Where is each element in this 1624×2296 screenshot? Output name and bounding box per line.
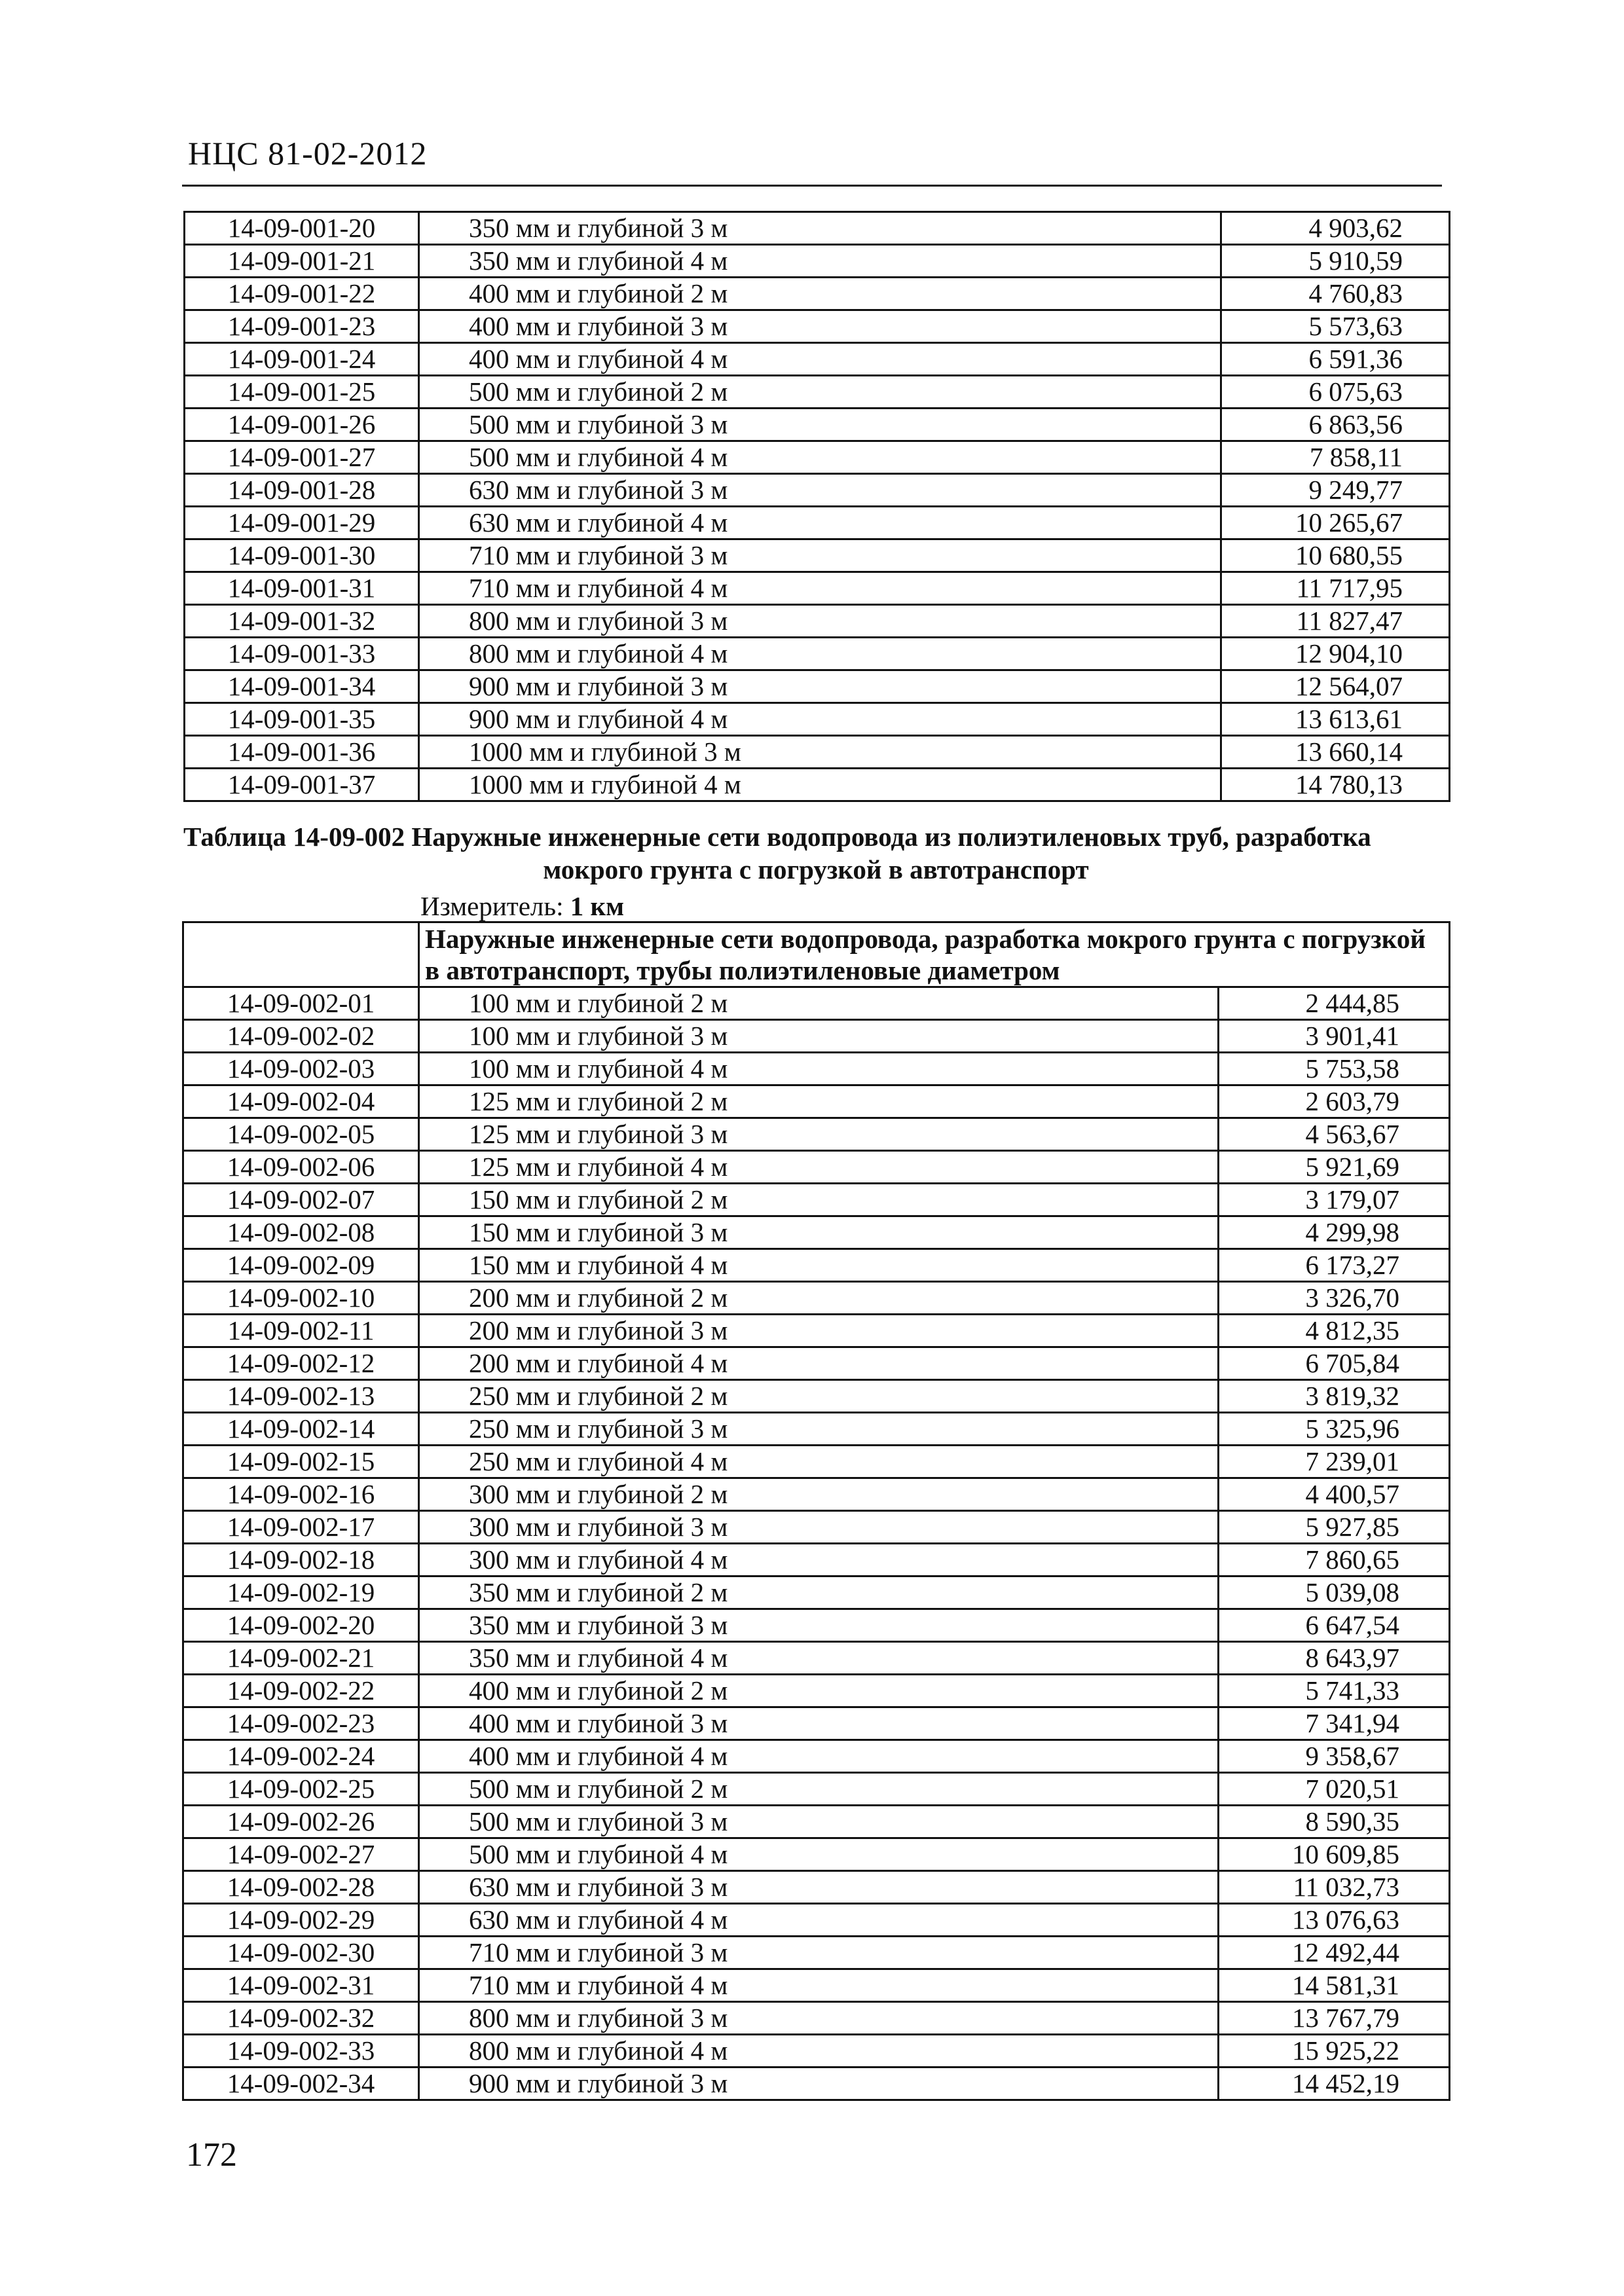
row-code: 14-09-001-26 bbox=[185, 409, 419, 441]
row-description: 350 мм и глубиной 4 м bbox=[419, 245, 1221, 278]
row-description: 710 мм и глубиной 3 м bbox=[419, 539, 1221, 572]
table-row bbox=[183, 1609, 1450, 1642]
row-price: 14 452,19 bbox=[1219, 2068, 1450, 2100]
table-row bbox=[183, 1413, 1450, 1446]
row-price: 7 341,94 bbox=[1219, 1707, 1450, 1740]
row-price: 5 039,08 bbox=[1219, 1576, 1450, 1609]
row-price: 9 249,77 bbox=[1221, 474, 1450, 507]
row-price: 15 925,22 bbox=[1219, 2035, 1450, 2068]
row-description: 1000 мм и глубиной 4 м bbox=[419, 769, 1221, 801]
table-row bbox=[183, 1871, 1450, 1904]
row-price: 4 563,67 bbox=[1219, 1118, 1450, 1151]
row-price: 5 927,85 bbox=[1219, 1511, 1450, 1544]
row-description: 500 мм и глубиной 3 м bbox=[419, 409, 1221, 441]
row-code: 14-09-002-29 bbox=[183, 1904, 419, 1937]
row-code: 14-09-002-08 bbox=[183, 1216, 419, 1249]
row-description: 400 мм и глубиной 2 м bbox=[419, 1675, 1219, 1707]
row-code: 14-09-002-14 bbox=[183, 1413, 419, 1446]
table-row bbox=[183, 987, 1450, 1020]
row-price: 3 179,07 bbox=[1219, 1184, 1450, 1216]
table-row bbox=[183, 1511, 1450, 1544]
row-description: 200 мм и глубиной 4 м bbox=[419, 1347, 1219, 1380]
table-row bbox=[183, 1118, 1450, 1151]
table-row bbox=[183, 1282, 1450, 1315]
row-code: 14-09-002-15 bbox=[183, 1446, 419, 1478]
row-code: 14-09-002-12 bbox=[183, 1347, 419, 1380]
row-code: 14-09-001-31 bbox=[185, 572, 419, 605]
row-code: 14-09-001-20 bbox=[185, 212, 419, 245]
table-row bbox=[183, 1184, 1450, 1216]
table2-body bbox=[183, 922, 1450, 2100]
table-row bbox=[185, 310, 1450, 343]
row-description: 150 мм и глубиной 3 м bbox=[419, 1216, 1219, 1249]
table-row bbox=[185, 409, 1450, 441]
table-row bbox=[183, 1151, 1450, 1184]
row-price: 11 827,47 bbox=[1221, 605, 1450, 638]
row-description: 200 мм и глубиной 2 м bbox=[419, 1282, 1219, 1315]
row-code: 14-09-002-05 bbox=[183, 1118, 419, 1151]
row-description: 800 мм и глубиной 4 м bbox=[419, 2035, 1219, 2068]
table-row bbox=[185, 343, 1450, 376]
table-row bbox=[185, 703, 1450, 736]
table-row bbox=[183, 1969, 1450, 2002]
row-description: 500 мм и глубиной 2 м bbox=[419, 376, 1221, 409]
group-header-empty-cell bbox=[183, 922, 419, 987]
row-code: 14-09-002-16 bbox=[183, 1478, 419, 1511]
table-row bbox=[183, 1216, 1450, 1249]
row-price: 6 863,56 bbox=[1221, 409, 1450, 441]
table-row bbox=[183, 1249, 1450, 1282]
table-row bbox=[185, 539, 1450, 572]
row-price: 7 020,51 bbox=[1219, 1773, 1450, 1806]
row-description: 710 мм и глубиной 4 м bbox=[419, 572, 1221, 605]
table2-group-header-row bbox=[183, 922, 1450, 987]
table-row bbox=[185, 245, 1450, 278]
row-price: 3 901,41 bbox=[1219, 1020, 1450, 1053]
row-price: 2 603,79 bbox=[1219, 1085, 1450, 1118]
row-price: 6 705,84 bbox=[1219, 1347, 1450, 1380]
table-row bbox=[183, 2035, 1450, 2068]
row-code: 14-09-002-32 bbox=[183, 2002, 419, 2035]
table-row bbox=[183, 1806, 1450, 1838]
row-description: 1000 мм и глубиной 3 м bbox=[419, 736, 1221, 769]
row-code: 14-09-001-27 bbox=[185, 441, 419, 474]
row-price: 14 581,31 bbox=[1219, 1969, 1450, 2002]
row-description: 500 мм и глубиной 3 м bbox=[419, 1806, 1219, 1838]
row-code: 14-09-001-32 bbox=[185, 605, 419, 638]
row-description: 125 мм и глубиной 4 м bbox=[419, 1151, 1219, 1184]
row-code: 14-09-001-34 bbox=[185, 670, 419, 703]
table-row bbox=[183, 1707, 1450, 1740]
row-code: 14-09-002-30 bbox=[183, 1937, 419, 1969]
row-code: 14-09-002-06 bbox=[183, 1151, 419, 1184]
row-price: 4 400,57 bbox=[1219, 1478, 1450, 1511]
row-code: 14-09-002-01 bbox=[183, 987, 419, 1020]
row-code: 14-09-002-07 bbox=[183, 1184, 419, 1216]
row-code: 14-09-002-23 bbox=[183, 1707, 419, 1740]
row-description: 400 мм и глубиной 3 м bbox=[419, 1707, 1219, 1740]
row-price: 13 613,61 bbox=[1221, 703, 1450, 736]
row-description: 630 мм и глубиной 3 м bbox=[419, 474, 1221, 507]
table1-body bbox=[185, 212, 1450, 801]
row-code: 14-09-002-24 bbox=[183, 1740, 419, 1773]
row-description: 125 мм и глубиной 3 м bbox=[419, 1118, 1219, 1151]
row-description: 400 мм и глубиной 4 м bbox=[419, 1740, 1219, 1773]
table-row bbox=[183, 1773, 1450, 1806]
table2-title-line1: Таблица 14-09-002 Наружные инженерные сети водопровода из полиэтиленовых труб, разработка bbox=[183, 822, 1371, 852]
row-price: 4 812,35 bbox=[1219, 1315, 1450, 1347]
row-price: 2 444,85 bbox=[1219, 987, 1450, 1020]
row-price: 13 076,63 bbox=[1219, 1904, 1450, 1937]
row-price: 11 717,95 bbox=[1221, 572, 1450, 605]
row-code: 14-09-002-13 bbox=[183, 1380, 419, 1413]
table2-title bbox=[183, 820, 1449, 886]
table-row bbox=[183, 1053, 1450, 1085]
row-code: 14-09-002-17 bbox=[183, 1511, 419, 1544]
table-row bbox=[183, 1347, 1450, 1380]
row-description: 250 мм и глубиной 4 м bbox=[419, 1446, 1219, 1478]
table-row bbox=[185, 670, 1450, 703]
row-description: 800 мм и глубиной 3 м bbox=[419, 2002, 1219, 2035]
table-row bbox=[183, 1740, 1450, 1773]
table-row bbox=[183, 2002, 1450, 2035]
table-row bbox=[183, 1544, 1450, 1576]
table-row bbox=[185, 212, 1450, 245]
table-row bbox=[185, 605, 1450, 638]
row-description: 900 мм и глубиной 4 м bbox=[419, 703, 1221, 736]
table-row bbox=[183, 1642, 1450, 1675]
row-description: 630 мм и глубиной 4 м bbox=[419, 1904, 1219, 1937]
row-price: 4 760,83 bbox=[1221, 278, 1450, 310]
table-row bbox=[183, 1020, 1450, 1053]
table-row bbox=[183, 1478, 1450, 1511]
row-price: 11 032,73 bbox=[1219, 1871, 1450, 1904]
row-description: 800 мм и глубиной 3 м bbox=[419, 605, 1221, 638]
row-price: 4 903,62 bbox=[1221, 212, 1450, 245]
row-price: 8 643,97 bbox=[1219, 1642, 1450, 1675]
measure-value: 1 км bbox=[570, 891, 625, 921]
row-price: 13 660,14 bbox=[1221, 736, 1450, 769]
row-description: 250 мм и глубиной 3 м bbox=[419, 1413, 1219, 1446]
row-price: 10 265,67 bbox=[1221, 507, 1450, 539]
row-description: 300 мм и глубиной 4 м bbox=[419, 1544, 1219, 1576]
row-price: 5 910,59 bbox=[1221, 245, 1450, 278]
row-code: 14-09-002-25 bbox=[183, 1773, 419, 1806]
row-code: 14-09-001-24 bbox=[185, 343, 419, 376]
row-description: 150 мм и глубиной 2 м bbox=[419, 1184, 1219, 1216]
row-code: 14-09-001-35 bbox=[185, 703, 419, 736]
table-row bbox=[183, 1675, 1450, 1707]
row-description: 300 мм и глубиной 3 м bbox=[419, 1511, 1219, 1544]
row-code: 14-09-002-03 bbox=[183, 1053, 419, 1085]
row-price: 9 358,67 bbox=[1219, 1740, 1450, 1773]
row-description: 630 мм и глубиной 4 м bbox=[419, 507, 1221, 539]
row-price: 5 741,33 bbox=[1219, 1675, 1450, 1707]
row-price: 5 573,63 bbox=[1221, 310, 1450, 343]
table-row bbox=[185, 736, 1450, 769]
table-row bbox=[183, 2068, 1450, 2100]
row-description: 400 мм и глубиной 2 м bbox=[419, 278, 1221, 310]
row-price: 7 858,11 bbox=[1221, 441, 1450, 474]
row-description: 710 мм и глубиной 3 м bbox=[419, 1937, 1219, 1969]
row-price: 13 767,79 bbox=[1219, 2002, 1450, 2035]
row-price: 6 591,36 bbox=[1221, 343, 1450, 376]
row-description: 710 мм и глубиной 4 м bbox=[419, 1969, 1219, 2002]
row-description: 350 мм и глубиной 4 м bbox=[419, 1642, 1219, 1675]
table-row bbox=[183, 1446, 1450, 1478]
row-description: 250 мм и глубиной 2 м bbox=[419, 1380, 1219, 1413]
table-row bbox=[183, 1576, 1450, 1609]
row-description: 630 мм и глубиной 3 м bbox=[419, 1871, 1219, 1904]
row-code: 14-09-002-04 bbox=[183, 1085, 419, 1118]
row-code: 14-09-002-28 bbox=[183, 1871, 419, 1904]
table-row bbox=[183, 1380, 1450, 1413]
row-code: 14-09-002-34 bbox=[183, 2068, 419, 2100]
row-code: 14-09-002-31 bbox=[183, 1969, 419, 2002]
row-code: 14-09-002-20 bbox=[183, 1609, 419, 1642]
row-code: 14-09-001-25 bbox=[185, 376, 419, 409]
row-code: 14-09-001-21 bbox=[185, 245, 419, 278]
row-description: 150 мм и глубиной 4 м bbox=[419, 1249, 1219, 1282]
row-description: 500 мм и глубиной 4 м bbox=[419, 441, 1221, 474]
table-row bbox=[185, 474, 1450, 507]
row-code: 14-09-001-37 bbox=[185, 769, 419, 801]
table-row bbox=[185, 441, 1450, 474]
price-table-14-09-001-continued bbox=[183, 211, 1450, 802]
row-code: 14-09-002-27 bbox=[183, 1838, 419, 1871]
price-table-14-09-002 bbox=[182, 921, 1450, 2101]
table-row bbox=[185, 278, 1450, 310]
document-header-title: НЦС 81-02-2012 bbox=[188, 135, 428, 172]
row-code: 14-09-002-02 bbox=[183, 1020, 419, 1053]
row-price: 7 239,01 bbox=[1219, 1446, 1450, 1478]
row-description: 300 мм и глубиной 2 м bbox=[419, 1478, 1219, 1511]
row-price: 10 609,85 bbox=[1219, 1838, 1450, 1871]
row-price: 6 173,27 bbox=[1219, 1249, 1450, 1282]
row-code: 14-09-002-22 bbox=[183, 1675, 419, 1707]
row-description: 500 мм и глубиной 2 м bbox=[419, 1773, 1219, 1806]
table2-group-header: Наружные инженерные сети водопровода, разработка мокрого грунта с погрузкой в автотранспорт, трубы полиэтиленовые диаметром bbox=[419, 922, 1450, 987]
row-price: 12 904,10 bbox=[1221, 638, 1450, 670]
table2-title-line2: мокрого грунта с погрузкой в автотранспорт bbox=[543, 854, 1089, 884]
row-code: 14-09-001-30 bbox=[185, 539, 419, 572]
table-row bbox=[183, 1904, 1450, 1937]
row-code: 14-09-002-26 bbox=[183, 1806, 419, 1838]
row-description: 800 мм и глубиной 4 м bbox=[419, 638, 1221, 670]
row-description: 350 мм и глубиной 3 м bbox=[419, 1609, 1219, 1642]
row-description: 400 мм и глубиной 4 м bbox=[419, 343, 1221, 376]
row-code: 14-09-002-09 bbox=[183, 1249, 419, 1282]
table-row bbox=[183, 1937, 1450, 1969]
row-price: 5 753,58 bbox=[1219, 1053, 1450, 1085]
table-row bbox=[185, 376, 1450, 409]
row-code: 14-09-001-33 bbox=[185, 638, 419, 670]
row-price: 8 590,35 bbox=[1219, 1806, 1450, 1838]
row-code: 14-09-002-21 bbox=[183, 1642, 419, 1675]
row-price: 5 325,96 bbox=[1219, 1413, 1450, 1446]
row-description: 500 мм и глубиной 4 м bbox=[419, 1838, 1219, 1871]
row-price: 12 492,44 bbox=[1219, 1937, 1450, 1969]
row-description: 350 мм и глубиной 2 м bbox=[419, 1576, 1219, 1609]
table-row bbox=[185, 507, 1450, 539]
row-price: 3 819,32 bbox=[1219, 1380, 1450, 1413]
table2-measure bbox=[420, 890, 624, 922]
measure-label: Измеритель: bbox=[420, 891, 564, 921]
row-description: 900 мм и глубиной 3 м bbox=[419, 670, 1221, 703]
row-code: 14-09-001-22 bbox=[185, 278, 419, 310]
row-price: 4 299,98 bbox=[1219, 1216, 1450, 1249]
row-description: 100 мм и глубиной 3 м bbox=[419, 1020, 1219, 1053]
row-price: 7 860,65 bbox=[1219, 1544, 1450, 1576]
row-code: 14-09-002-11 bbox=[183, 1315, 419, 1347]
row-price: 10 680,55 bbox=[1221, 539, 1450, 572]
row-description: 100 мм и глубиной 2 м bbox=[419, 987, 1219, 1020]
row-price: 14 780,13 bbox=[1221, 769, 1450, 801]
row-price: 5 921,69 bbox=[1219, 1151, 1450, 1184]
page-number: 172 bbox=[186, 2136, 237, 2174]
row-description: 100 мм и глубиной 4 м bbox=[419, 1053, 1219, 1085]
row-price: 3 326,70 bbox=[1219, 1282, 1450, 1315]
row-description: 350 мм и глубиной 3 м bbox=[419, 212, 1221, 245]
row-price: 12 564,07 bbox=[1221, 670, 1450, 703]
row-code: 14-09-002-33 bbox=[183, 2035, 419, 2068]
row-description: 400 мм и глубиной 3 м bbox=[419, 310, 1221, 343]
table-row bbox=[185, 638, 1450, 670]
row-code: 14-09-002-19 bbox=[183, 1576, 419, 1609]
row-price: 6 075,63 bbox=[1221, 376, 1450, 409]
table-row bbox=[185, 572, 1450, 605]
row-code: 14-09-001-28 bbox=[185, 474, 419, 507]
table-row bbox=[183, 1838, 1450, 1871]
row-description: 200 мм и глубиной 3 м bbox=[419, 1315, 1219, 1347]
row-code: 14-09-001-23 bbox=[185, 310, 419, 343]
table-row bbox=[183, 1085, 1450, 1118]
table-row bbox=[185, 769, 1450, 801]
table-row bbox=[183, 1315, 1450, 1347]
row-description: 125 мм и глубиной 2 м bbox=[419, 1085, 1219, 1118]
row-code: 14-09-001-36 bbox=[185, 736, 419, 769]
row-code: 14-09-002-10 bbox=[183, 1282, 419, 1315]
row-code: 14-09-002-18 bbox=[183, 1544, 419, 1576]
header-divider bbox=[182, 185, 1442, 187]
row-code: 14-09-001-29 bbox=[185, 507, 419, 539]
row-description: 900 мм и глубиной 3 м bbox=[419, 2068, 1219, 2100]
row-price: 6 647,54 bbox=[1219, 1609, 1450, 1642]
